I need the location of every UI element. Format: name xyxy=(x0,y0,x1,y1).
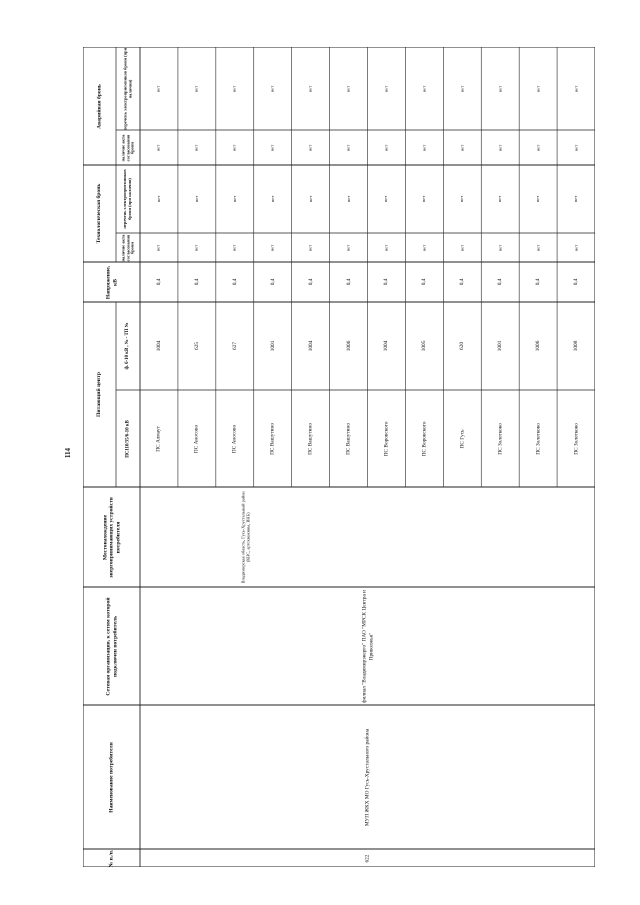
row-voltage: 0,4 xyxy=(421,278,428,286)
header-number: № п./п. xyxy=(108,849,115,867)
row-voltage: 0,4 xyxy=(535,278,542,286)
row-emergency-act: нет xyxy=(308,144,314,151)
row-emergency-list: нет xyxy=(308,85,314,92)
row-technological-act: нет xyxy=(232,244,238,251)
row-voltage: 0,4 xyxy=(193,278,200,286)
row-emergency-act: нет xyxy=(535,144,541,151)
header-location: Местонахождение энергопринимающих устройств потребителя xyxy=(101,496,121,578)
row-technological-list: нет xyxy=(497,195,503,203)
row-emergency-act: нет xyxy=(232,144,238,151)
row-feeder: 627 xyxy=(231,342,238,350)
row-technological-list: нет xyxy=(459,195,465,203)
row-substation: ПС Гусь xyxy=(459,429,466,448)
row-feeder: 1005 xyxy=(421,340,428,352)
row-feeder: 1006 xyxy=(535,340,542,352)
row-emergency-act: нет xyxy=(156,144,162,151)
entry-network: филиал "Владимирэнерго" ПАО "МРСК Центра и Приволжья" xyxy=(361,589,374,703)
row-feeder: 620 xyxy=(459,342,466,350)
row-emergency-list: нет xyxy=(421,85,427,92)
row-technological-list: нет xyxy=(308,195,314,203)
entry-consumer: МУП ЖКХ МО Гусь-Хрустального района xyxy=(364,728,371,826)
row-technological-act: нет xyxy=(497,244,503,251)
row-voltage: 0,4 xyxy=(155,278,162,286)
row-emergency-list: нет xyxy=(497,85,503,92)
row-technological-act: нет xyxy=(270,244,276,251)
row-technological-act: нет xyxy=(459,244,465,251)
entry-location: Владимирская область, Гусь-Хрустальный район (КНС, артскважины, ВНБ) xyxy=(241,491,252,583)
row-voltage: 0,4 xyxy=(572,278,579,286)
row-technological-list: нет xyxy=(535,195,541,203)
row-technological-act: нет xyxy=(156,244,162,251)
row-technological-list: нет xyxy=(346,195,351,203)
row-technological-act: нет xyxy=(346,244,351,251)
row-substation: ПС Аносово xyxy=(193,424,200,453)
row-voltage: 0,4 xyxy=(345,278,352,286)
row-substation: ПС Воровского xyxy=(383,421,390,456)
row-emergency-act: нет xyxy=(270,144,276,151)
row-emergency-act: нет xyxy=(497,144,503,151)
row-emergency-list: нет xyxy=(459,85,465,92)
header-emergency-act: наличие акта согласования брони xyxy=(120,134,135,161)
row-emergency-list: нет xyxy=(573,85,579,92)
entry-number: 622 xyxy=(364,854,371,862)
row-emergency-list: нет xyxy=(383,85,389,92)
row-emergency-act: нет xyxy=(194,144,200,151)
row-emergency-act: нет xyxy=(421,144,427,151)
header-feeder: ф. 6-10 кВ , № - ТП № xyxy=(125,322,131,370)
row-technological-act: нет xyxy=(308,244,314,251)
row-substation: ПС Аносово xyxy=(231,424,238,453)
row-feeder: 1008 xyxy=(572,340,579,352)
row-emergency-act: нет xyxy=(573,144,579,151)
row-feeder: 1001 xyxy=(497,340,504,352)
row-technological-list: нет xyxy=(573,195,579,203)
row-technological-list: нет xyxy=(421,195,427,203)
row-voltage: 0,4 xyxy=(459,278,466,286)
row-feeder: 1004 xyxy=(383,340,390,352)
header-feed-center: Питающий центр xyxy=(96,372,103,417)
row-technological-list: нет xyxy=(232,195,238,203)
row-feeder: 1006 xyxy=(345,340,352,352)
row-technological-act: нет xyxy=(421,244,427,251)
header-network: Сетевая организация, к сетям которой подключен потребитель xyxy=(105,596,118,696)
header-technological-act: наличие акта согласования брони xyxy=(120,234,135,261)
row-substation: ПС Вашутино xyxy=(269,422,276,455)
row-technological-list: нет xyxy=(156,195,162,203)
row-technological-list: нет xyxy=(383,195,389,203)
row-technological-list: нет xyxy=(194,195,200,203)
row-substation: ПС Вашутино xyxy=(345,422,352,455)
header-technological-armor: Технологическая бронь xyxy=(96,183,103,244)
header-emergency-list: перечень электроприемников брони (при наличии) xyxy=(122,47,132,130)
row-voltage: 0,4 xyxy=(497,278,504,286)
row-voltage: 0,4 xyxy=(231,278,238,286)
row-emergency-list: нет xyxy=(535,85,541,92)
row-feeder: 625 xyxy=(193,342,200,350)
row-substation: ПС Вашутино xyxy=(307,422,314,455)
row-feeder: 1004 xyxy=(155,340,162,352)
row-voltage: 0,4 xyxy=(269,278,276,286)
row-emergency-list: нет xyxy=(156,85,162,92)
row-substation: ПС Воровского xyxy=(421,421,428,456)
row-voltage: 0,4 xyxy=(383,278,390,286)
row-feeder: 1004 xyxy=(307,340,314,352)
page-number: 114 xyxy=(64,447,72,459)
row-emergency-act: нет xyxy=(346,144,351,151)
row-substation: ПС Золотково xyxy=(535,422,542,455)
row-feeder: 1001 xyxy=(269,340,276,352)
row-technological-act: нет xyxy=(194,244,200,251)
header-consumer: Наименование потребителя xyxy=(108,741,115,813)
rotated-table xyxy=(83,47,595,867)
header-voltage: Напряжение, кВ xyxy=(105,265,118,299)
header-substation: ПС110/35/6-10 кВ xyxy=(125,419,131,458)
row-substation: ПС Золотково xyxy=(497,422,504,455)
row-technological-act: нет xyxy=(535,244,541,251)
row-emergency-list: нет xyxy=(270,85,276,92)
row-emergency-act: нет xyxy=(383,144,389,151)
row-substation: ПС Алмаут xyxy=(155,425,162,452)
row-voltage: 0,4 xyxy=(307,278,314,286)
row-technological-act: нет xyxy=(383,244,389,251)
row-emergency-list: нет xyxy=(232,85,238,92)
row-emergency-list: нет xyxy=(194,85,200,92)
row-technological-act: нет xyxy=(573,244,579,251)
row-technological-list: нет xyxy=(270,195,276,203)
row-emergency-list: нет xyxy=(346,85,351,92)
header-emergency-armor: Аварийная бронь xyxy=(96,83,103,129)
header-technological-list: перечень электроприемников брони (при наличии) xyxy=(122,169,132,229)
row-substation: ПС Золотково xyxy=(572,422,579,455)
row-emergency-act: нет xyxy=(459,144,465,151)
